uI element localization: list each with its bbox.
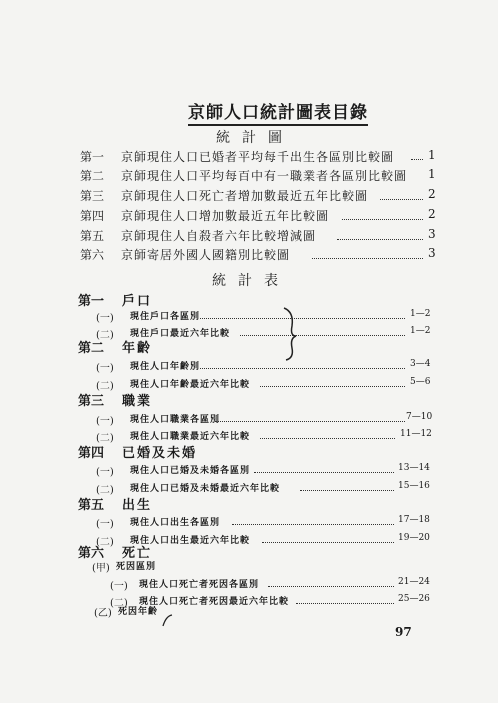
entry-text: 京師現住人自殺者六年比較增減圖 xyxy=(121,229,317,243)
section-number: 第三 xyxy=(78,394,105,409)
table-entry xyxy=(0,515,498,535)
entry-number: (二) xyxy=(110,598,128,609)
entry-number: (一) xyxy=(96,363,114,374)
entry-text: 現住人口年齡別 xyxy=(130,362,201,372)
chart-entry xyxy=(0,167,498,187)
entry-text: 現住人口已婚及未婚最近六年比較 xyxy=(130,484,281,494)
section-number: 第二 xyxy=(78,341,105,356)
section-title: 已婚及未婚 xyxy=(122,446,198,461)
section-number: 第五 xyxy=(78,498,105,513)
section-heading xyxy=(0,290,498,310)
leader-dots xyxy=(337,239,423,240)
entry-text: 現住人口死亡者死因最近六年比較 xyxy=(139,597,290,607)
entry-page: 3 xyxy=(428,246,436,260)
entry-text: 現住人口已婚及未婚各區別 xyxy=(130,466,251,476)
entry-pages: 19—20 xyxy=(398,533,430,543)
chart-entry xyxy=(0,227,498,247)
section-title: 年齡 xyxy=(122,341,153,356)
entry-text: 京師現住人口平均每百中有一職業者各區別比較圖 xyxy=(121,169,408,183)
entry-text: 現住戶口最近六年比較 xyxy=(130,329,231,339)
entry-number: (二) xyxy=(96,537,114,548)
handwritten-stroke-mark xyxy=(160,612,180,628)
subgroup-title: 死因區別 xyxy=(116,562,157,572)
entry-page: 1 xyxy=(428,148,436,162)
entry-number: (二) xyxy=(96,433,114,444)
leader-dots xyxy=(240,335,405,336)
table-section-heading: 統計表 xyxy=(212,273,290,289)
chart-section-heading: 統計圖 xyxy=(216,130,294,146)
entry-number: (一) xyxy=(96,416,114,427)
entry-page: 3 xyxy=(428,227,436,241)
leader-dots xyxy=(342,219,423,220)
entry-page: 2 xyxy=(428,187,436,201)
leader-dots xyxy=(312,258,423,259)
entry-text: 現住人口死亡者死因各區別 xyxy=(139,580,260,590)
entry-pages: 13—14 xyxy=(398,463,430,473)
entry-pages: 3—4 xyxy=(410,359,431,369)
section-title: 職業 xyxy=(122,394,153,409)
entry-pages: 11—12 xyxy=(400,429,432,439)
entry-pages: 1—2 xyxy=(410,326,431,336)
section-number: 第四 xyxy=(78,446,105,461)
leader-dots xyxy=(215,421,405,422)
subgroup-heading xyxy=(0,604,498,624)
entry-number: (一) xyxy=(96,467,114,478)
chart-entry xyxy=(0,207,498,227)
entry-number: 第一 xyxy=(80,150,105,164)
section-heading xyxy=(0,494,498,514)
subgroup-heading xyxy=(0,559,498,579)
subgroup-title: 死因年齡 xyxy=(118,607,159,617)
section-heading xyxy=(0,390,498,410)
entry-number: (二) xyxy=(96,330,114,341)
entry-text: 現住人口出生最近六年比較 xyxy=(130,536,251,546)
leader-dots xyxy=(300,490,394,491)
entry-text: 京師現住人口已婚者平均每千出生各區別比較圖 xyxy=(121,150,395,164)
chart-entry xyxy=(0,148,498,168)
entry-text: 京師寄居外國人國籍別比較圖 xyxy=(121,248,291,262)
leader-dots xyxy=(260,386,405,387)
entry-number: (一) xyxy=(96,313,114,324)
entry-number: 第二 xyxy=(80,169,105,183)
entry-text: 現住人口職業各區別 xyxy=(130,415,221,425)
entry-number: 第六 xyxy=(80,248,105,262)
leader-dots xyxy=(232,524,394,525)
entry-pages: 25—26 xyxy=(398,594,430,604)
entry-pages: 21—24 xyxy=(398,577,430,587)
entry-page: 1 xyxy=(428,167,436,181)
entry-number: 第四 xyxy=(80,209,105,223)
section-heading xyxy=(0,337,498,357)
page-title: 京師人口統計圖表目錄 xyxy=(188,98,368,126)
leader-dots xyxy=(411,159,423,160)
entry-text: 現住人口出生各區別 xyxy=(130,518,221,528)
section-title: 出生 xyxy=(122,498,153,513)
section-number: 第六 xyxy=(78,546,105,561)
subgroup-label: (甲) xyxy=(92,563,110,574)
entry-pages: 7—10 xyxy=(406,412,433,422)
leader-dots xyxy=(380,199,423,200)
section-title: 死亡 xyxy=(122,546,153,561)
section-number: 第一 xyxy=(78,294,105,309)
section-title: 戶口 xyxy=(122,294,153,309)
entry-pages: 5—6 xyxy=(410,377,431,387)
entry-number: (二) xyxy=(96,381,114,392)
chart-entry xyxy=(0,246,498,266)
leader-dots xyxy=(200,368,405,369)
entry-number: (二) xyxy=(96,485,114,496)
subgroup-label: (乙) xyxy=(94,608,112,619)
chart-entry xyxy=(0,187,498,207)
entry-text: 現住人口職業最近六年比較 xyxy=(130,432,251,442)
entry-number: 第五 xyxy=(80,229,105,243)
handwritten-bracket-mark xyxy=(282,306,306,362)
entry-text: 現住戶口各區別 xyxy=(130,312,201,322)
entry-number: (一) xyxy=(96,519,114,530)
entry-page: 2 xyxy=(428,207,436,221)
leader-dots xyxy=(268,586,394,587)
entry-text: 京師現住人口增加數最近五年比較圖 xyxy=(121,209,330,223)
section-heading xyxy=(0,442,498,462)
entry-number: (一) xyxy=(110,581,128,592)
leader-dots xyxy=(254,472,394,473)
page-number: 97 xyxy=(395,625,412,639)
entry-pages: 15—16 xyxy=(398,481,430,491)
entry-pages: 1—2 xyxy=(410,309,431,319)
table-entry xyxy=(0,463,498,483)
entry-pages: 17—18 xyxy=(398,515,430,525)
table-entry xyxy=(0,359,498,379)
entry-text: 現住人口年齡最近六年比較 xyxy=(130,380,251,390)
entry-number: 第三 xyxy=(80,189,105,203)
leader-dots xyxy=(260,438,395,439)
entry-text: 京師現住人口死亡者增加數最近五年比較圖 xyxy=(121,189,369,203)
